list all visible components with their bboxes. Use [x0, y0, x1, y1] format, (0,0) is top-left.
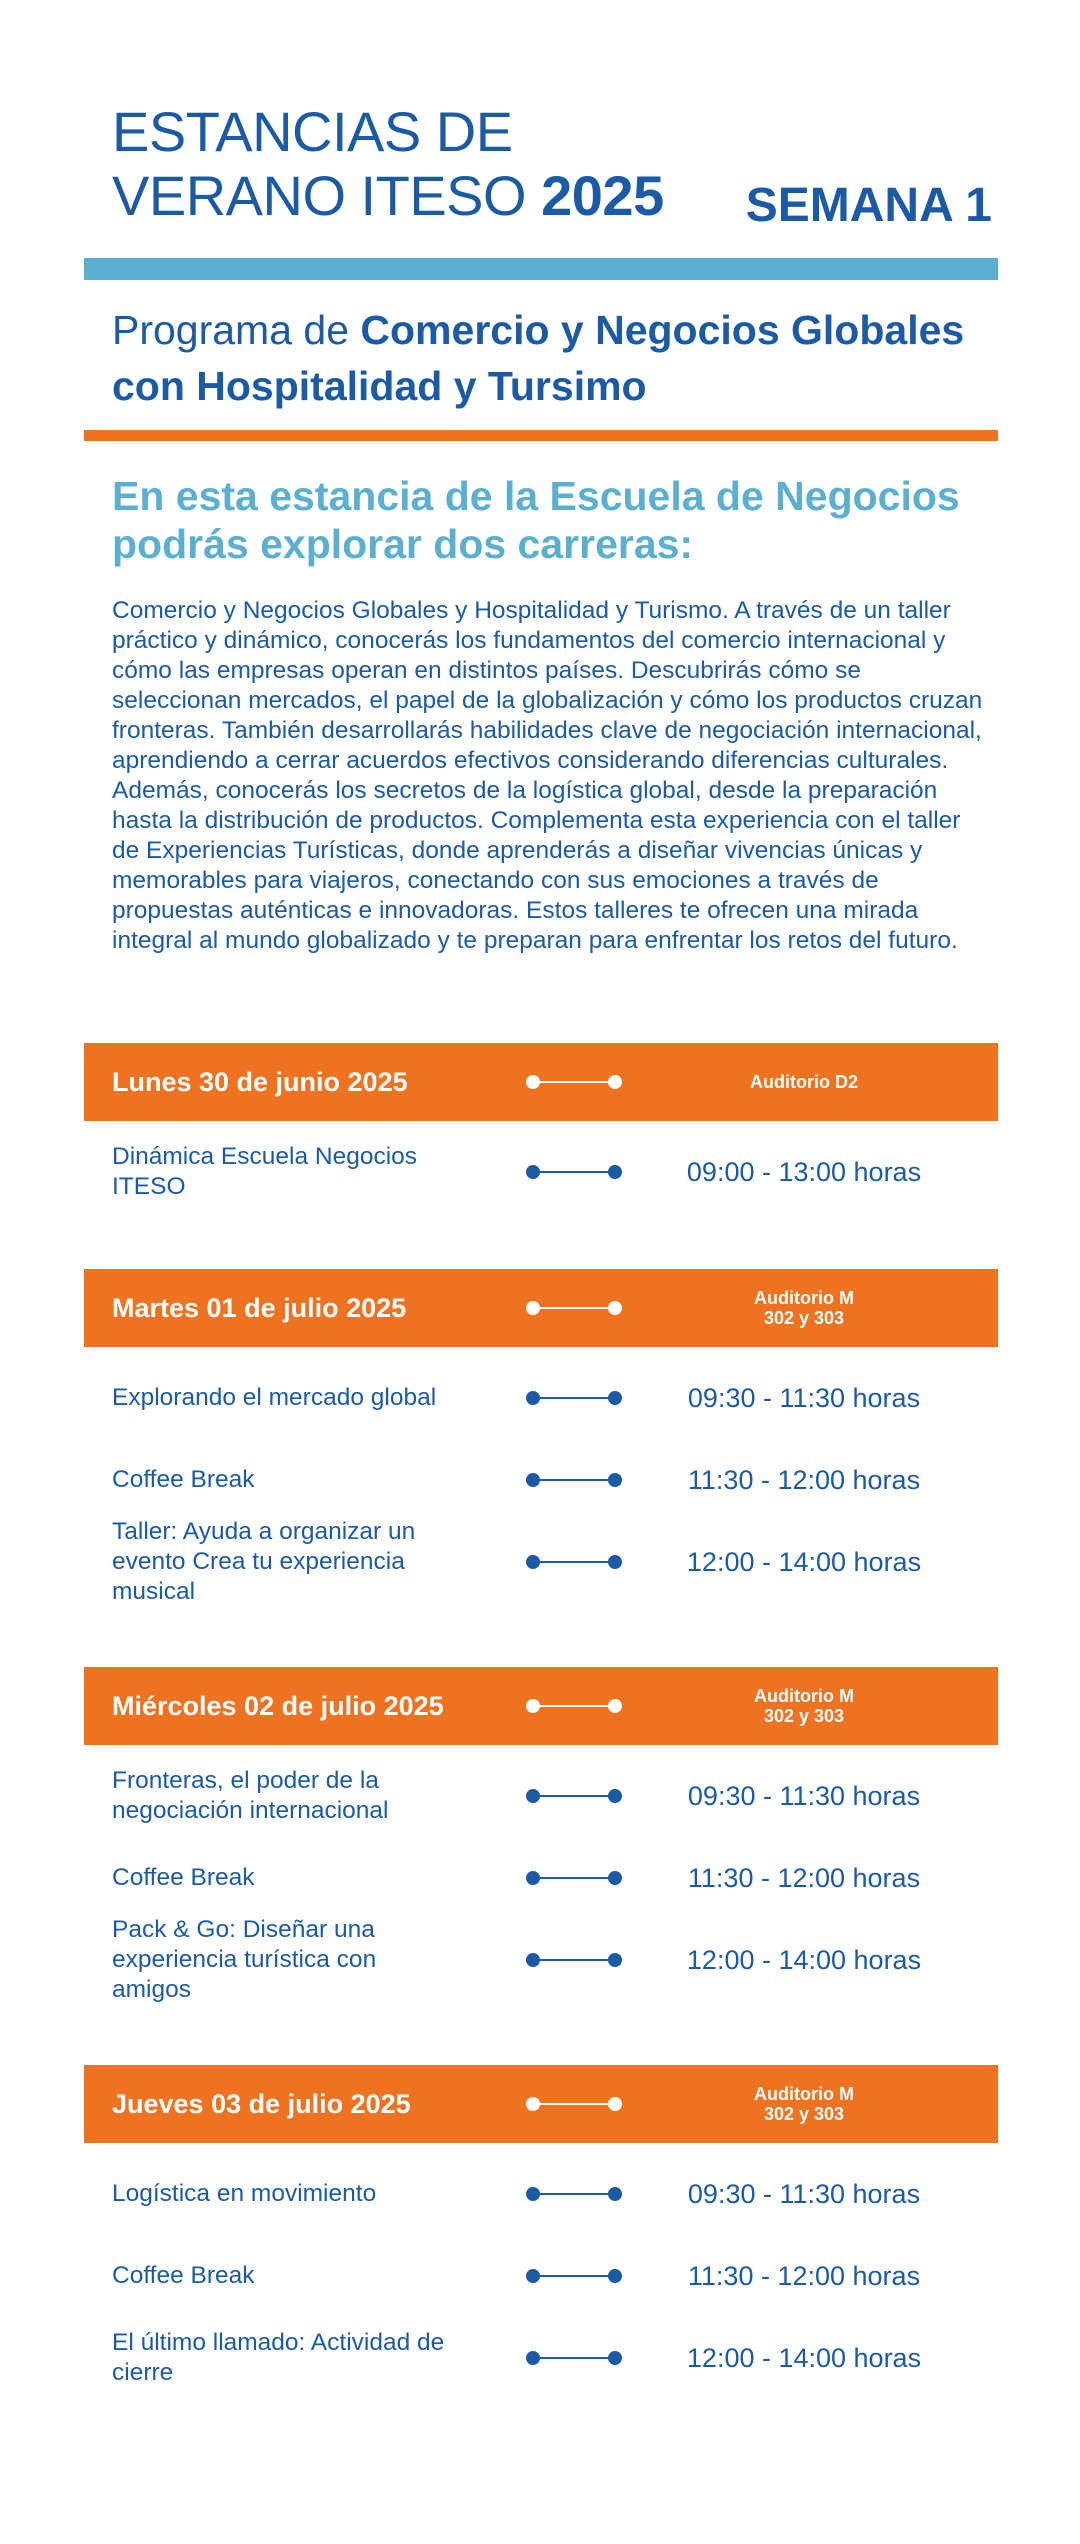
connector-dot-end [608, 1953, 622, 1967]
connector-dot-end [608, 1555, 622, 1569]
session-name: Explorando el mercado global [112, 1384, 437, 1411]
intro-heading: En esta estancia de la Escuela de Negocios podrás explorar dos carreras: [112, 473, 960, 567]
connector-line [533, 1397, 615, 1399]
session-row [84, 2317, 998, 2399]
timeline-connector [526, 1871, 622, 1885]
connector-line [533, 2275, 615, 2277]
day-location: Auditorio M 302 y 303 [754, 1288, 854, 1328]
session-name: El último llamado: Actividad de cierre [112, 2329, 445, 2386]
connector-dot-end [608, 2187, 622, 2201]
connector-line [533, 1959, 615, 1961]
session-time: 09:30 - 11:30 horas [687, 1383, 921, 1413]
session-name: Coffee Break [112, 2262, 255, 2289]
connector-line [533, 1795, 615, 1797]
session-name: Coffee Break [112, 1864, 255, 1891]
connector-line [533, 1479, 615, 1481]
connector-dot-end [608, 2351, 622, 2365]
day-header [84, 1269, 998, 1347]
page-header [112, 100, 992, 245]
header-divider [84, 258, 998, 280]
program-title [112, 302, 992, 414]
intro-paragraph: Comercio y Negocios Globales y Hospitalidad y Turismo. A través de un taller práctico y dinámico, conocerás los fundamentos del comercio internacional y cómo las empresas operan en distintos países. Descubrirás cómo se seleccionan mercados, el papel de la globalización y cómo los productos cruzan fronteras. También desarrollarás habilidades clave de negociación internacional, aprendiendo a cerrar acuerdos efectivos considerando diferencias culturales. Además, conocerás los secretos de la logística global, desde la preparación hasta la distribución de productos. Complementa esta experiencia con el taller de Experiencias Turísticas, donde aprenderás a diseñar vivencias únicas y memorables para viajeros, conectando con sus emociones a través de propuestas auténticas e innovadoras. Estos talleres te ofrecen una mirada integral al mundo globalizado y te preparan para enfrentar los retos del futuro. [112, 597, 983, 954]
connector-line [533, 1561, 615, 1563]
day-header [84, 2065, 998, 2143]
day-block [84, 1043, 998, 1213]
session-list [84, 1121, 998, 1213]
day-location: Auditorio D2 [750, 1072, 858, 1092]
connector-dot-end [608, 1165, 622, 1179]
timeline-connector [526, 1555, 622, 1569]
timeline-connector [526, 1165, 622, 1179]
session-name: Fronteras, el poder de la negociación internacional [112, 1767, 389, 1824]
connector-dot-end [608, 1473, 622, 1487]
session-name: Logística en movimiento [112, 2180, 377, 2207]
session-time: 09:00 - 13:00 horas [686, 1157, 922, 1187]
session-row [84, 1755, 998, 1837]
connector-line [533, 2357, 615, 2359]
connector-dot-end [608, 2097, 622, 2111]
connector-line [533, 1081, 615, 1083]
program-name: Comercio y Negocios Globales con Hospitalidad y Tursimo [112, 307, 965, 409]
connector-dot-end [608, 1391, 622, 1405]
session-time: 09:30 - 11:30 horas [687, 1781, 921, 1811]
timeline-connector [526, 2187, 622, 2201]
timeline-connector [526, 1473, 622, 1487]
day-name: Jueves 03 de julio 2025 [112, 2089, 411, 2119]
timeline-connector [526, 1789, 622, 1803]
connector-line [533, 1171, 615, 1173]
timeline-connector [526, 2351, 622, 2365]
session-row [84, 1439, 998, 1521]
connector-line [533, 1705, 615, 1707]
session-time: 11:30 - 12:00 horas [687, 1863, 921, 1893]
timeline-connector [526, 2269, 622, 2283]
session-time: 12:00 - 14:00 horas [686, 1945, 922, 1975]
timeline-connector [526, 1953, 622, 1967]
timeline-connector [526, 2097, 622, 2111]
session-row [84, 2235, 998, 2317]
timeline-connector [526, 1699, 622, 1713]
session-name: Taller: Ayuda a organizar un evento Crea tu experiencia musical [112, 1518, 416, 1605]
session-list [84, 1347, 998, 1603]
connector-line [533, 1307, 615, 1309]
connector-dot-end [608, 1699, 622, 1713]
session-list [84, 2143, 998, 2399]
week-label: SEMANA 1 [745, 179, 992, 232]
session-list [84, 1745, 998, 2001]
session-row [84, 1131, 998, 1213]
session-row [84, 1357, 998, 1439]
session-time: 09:30 - 11:30 horas [687, 2179, 921, 2209]
connector-line [533, 1877, 615, 1879]
program-divider [84, 430, 998, 441]
day-header [84, 1667, 998, 1745]
connector-dot-end [608, 1789, 622, 1803]
session-time: 11:30 - 12:00 horas [687, 1465, 921, 1495]
day-name: Lunes 30 de junio 2025 [112, 1067, 408, 1097]
connector-dot-end [608, 2269, 622, 2283]
day-block [84, 1269, 998, 1603]
session-row [84, 2153, 998, 2235]
session-name: Coffee Break [112, 1466, 255, 1493]
session-name: Dinámica Escuela Negocios ITESO [112, 1143, 418, 1200]
day-block [84, 2065, 998, 2399]
day-name: Martes 01 de julio 2025 [112, 1293, 407, 1323]
schedule [84, 1043, 998, 2399]
connector-dot-end [608, 1871, 622, 1885]
session-name: Pack & Go: Diseñar una experiencia turística con amigos [112, 1916, 377, 2003]
session-time: 12:00 - 14:00 horas [686, 1547, 922, 1577]
title-line-1: ESTANCIAS DE [112, 100, 513, 163]
program-prefix: Programa de [112, 307, 361, 353]
connector-dot-end [608, 1301, 622, 1315]
day-location: Auditorio M 302 y 303 [754, 1686, 854, 1726]
timeline-connector [526, 1391, 622, 1405]
session-time: 12:00 - 14:00 horas [686, 2343, 922, 2373]
day-block [84, 1667, 998, 2001]
connector-line [533, 2103, 615, 2105]
title-year: 2025 [541, 164, 664, 227]
day-header [84, 1043, 998, 1121]
day-location: Auditorio M 302 y 303 [754, 2084, 854, 2124]
timeline-connector [526, 1301, 622, 1315]
connector-dot-end [608, 1075, 622, 1089]
session-row [84, 1518, 998, 1605]
session-row [84, 1916, 998, 2003]
session-time: 11:30 - 12:00 horas [687, 2261, 921, 2291]
session-row [84, 1837, 998, 1919]
timeline-connector [526, 1075, 622, 1089]
title-line-2-text: VERANO ITESO [112, 164, 542, 227]
connector-line [533, 2193, 615, 2195]
day-name: Miércoles 02 de julio 2025 [112, 1691, 444, 1721]
